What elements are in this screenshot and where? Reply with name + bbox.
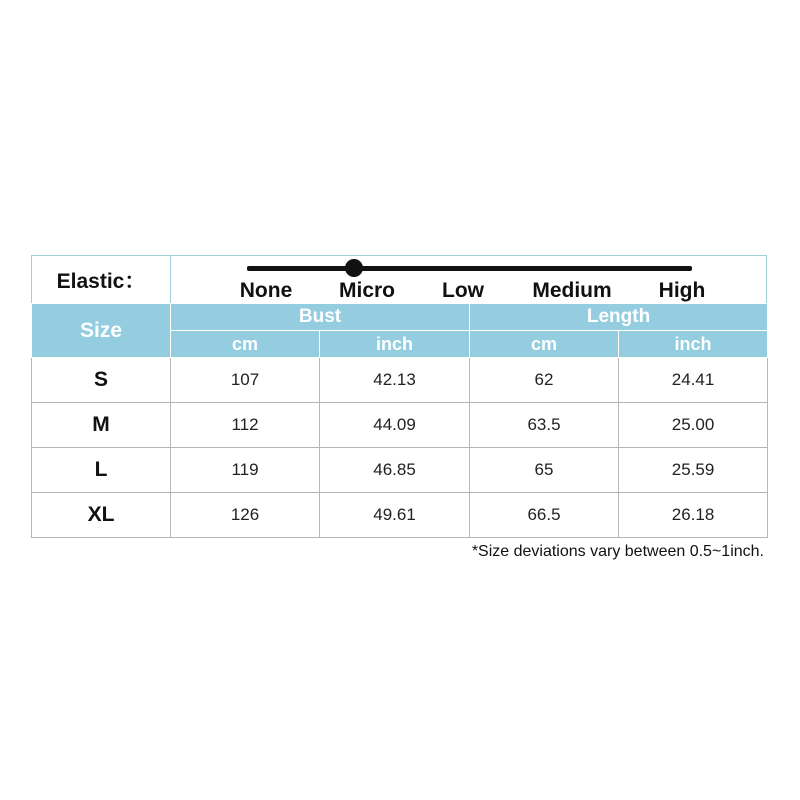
bust-cm-header: cm — [171, 331, 320, 358]
bust-inch-cell: 44.09 — [320, 403, 470, 448]
size-column-header: Size — [32, 304, 171, 358]
size-deviation-footnote: *Size deviations vary between 0.5~1inch. — [471, 543, 764, 560]
length-inch-header: inch — [619, 331, 768, 358]
elastic-track — [247, 266, 692, 271]
elastic-level-medium: Medium — [532, 279, 612, 302]
bust-cm-cell: 126 — [171, 493, 320, 538]
elastic-selected-marker — [345, 259, 363, 277]
bust-inch-cell: 46.85 — [320, 448, 470, 493]
length-cm-cell: 62 — [470, 358, 619, 403]
table-row — [32, 493, 768, 538]
table-group-header-row — [32, 304, 768, 331]
length-inch-cell: 25.59 — [619, 448, 768, 493]
table-row — [32, 358, 768, 403]
size-cell: XL — [32, 493, 171, 538]
bust-inch-header: inch — [320, 331, 470, 358]
elastic-label: Elastic： — [32, 256, 171, 304]
elastic-level-micro: Micro — [338, 279, 396, 302]
length-inch-cell: 26.18 — [619, 493, 768, 538]
length-cm-cell: 65 — [470, 448, 619, 493]
bust-cm-cell: 119 — [171, 448, 320, 493]
elastic-scale — [31, 255, 767, 305]
size-chart — [31, 255, 767, 540]
bust-cm-cell: 112 — [171, 403, 320, 448]
table-row — [32, 448, 768, 493]
size-cell: M — [32, 403, 171, 448]
length-cm-cell: 66.5 — [470, 493, 619, 538]
length-inch-cell: 25.00 — [619, 403, 768, 448]
length-cm-header: cm — [470, 331, 619, 358]
elastic-level-none: None — [239, 279, 293, 302]
bust-cm-cell: 107 — [171, 358, 320, 403]
elastic-level-high: High — [658, 279, 706, 302]
length-group-header: Length — [470, 304, 768, 331]
size-cell: L — [32, 448, 171, 493]
length-cm-cell: 63.5 — [470, 403, 619, 448]
bust-group-header: Bust — [171, 304, 470, 331]
table-row — [32, 403, 768, 448]
size-cell: S — [32, 358, 171, 403]
elastic-level-low: Low — [442, 279, 484, 302]
length-inch-cell: 24.41 — [619, 358, 768, 403]
bust-inch-cell: 42.13 — [320, 358, 470, 403]
size-table — [31, 303, 768, 538]
bust-inch-cell: 49.61 — [320, 493, 470, 538]
